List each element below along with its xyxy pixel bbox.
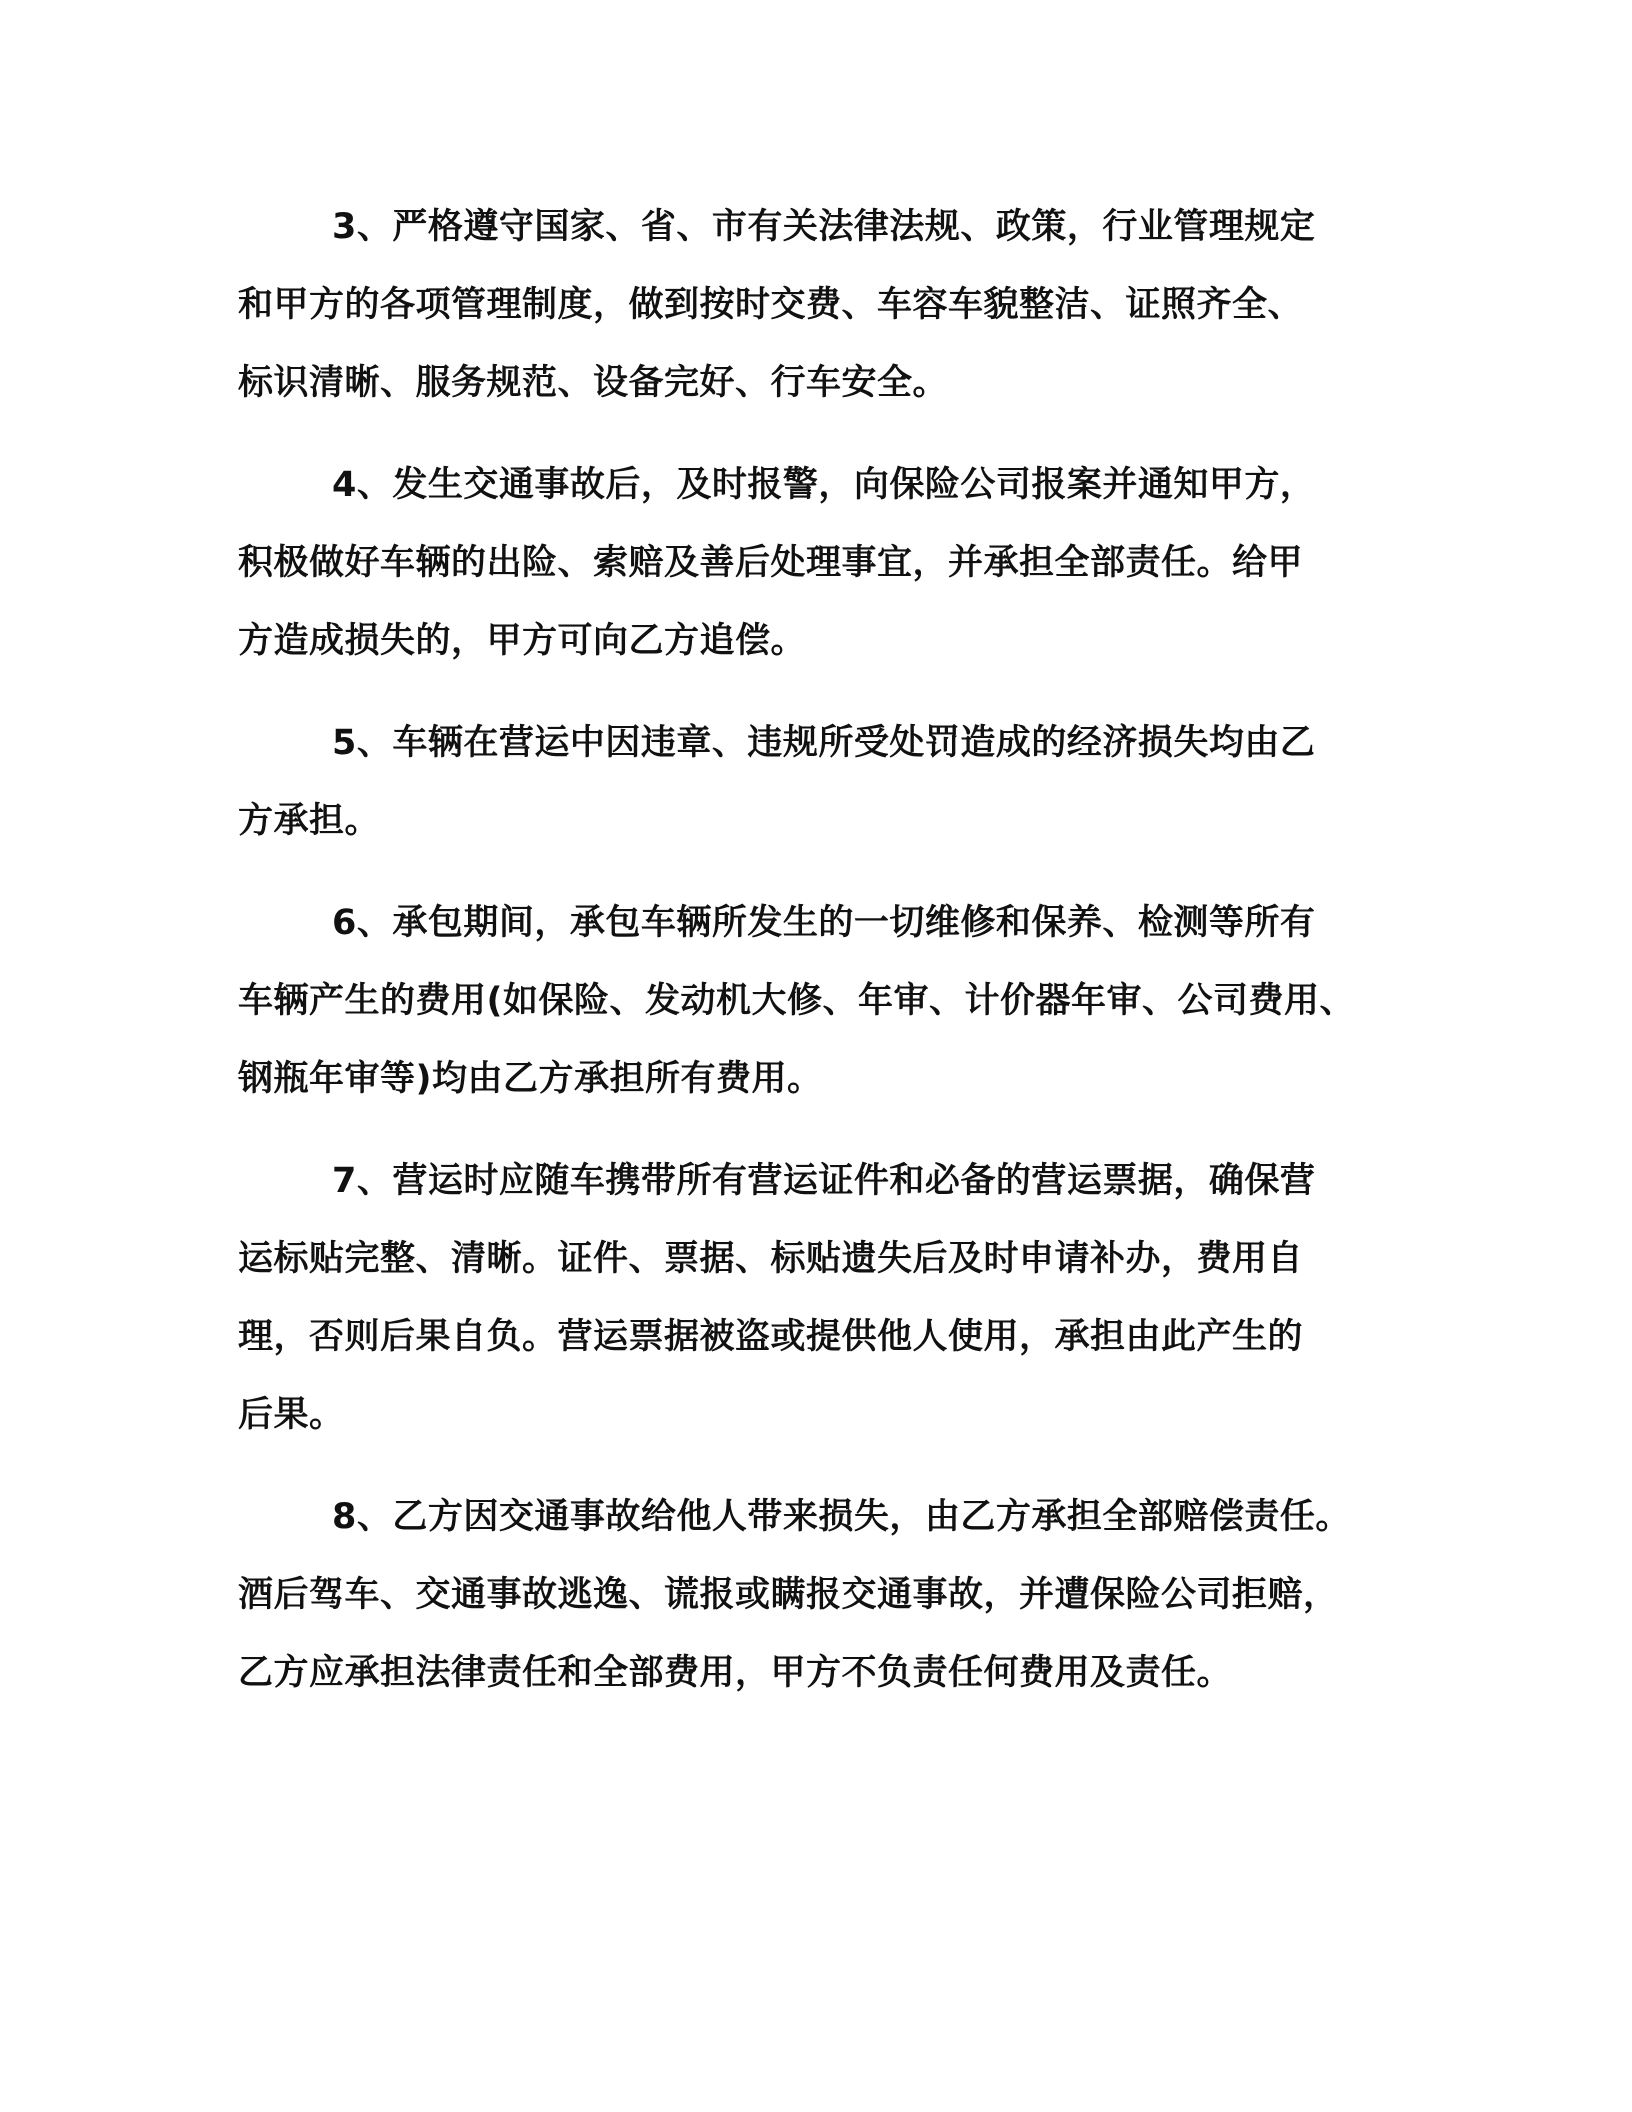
clause-6-line-2: 车辆产生的费用(如保险、发动机大修、年审、计价器年审、公司费用、	[238, 981, 1355, 1021]
clause-3	[238, 188, 1398, 422]
clause-8-line-1: 8、乙方因交通事故给他人带来损失，由乙方承担全部赔偿责任。	[332, 1497, 1351, 1537]
clause-6-line-3: 钢瓶年审等)均由乙方承担所有费用。	[238, 1059, 823, 1099]
clause-3-line-2: 和甲方的各项管理制度，做到按时交费、车容车貌整洁、证照齐全、	[238, 285, 1304, 325]
clause-5-line-2: 方承担。	[238, 801, 381, 841]
clause-4-line-1: 4、发生交通事故后，及时报警，向保险公司报案并通知甲方，	[332, 465, 1316, 505]
clause-5-line-1: 5、车辆在营运中因违章、违规所受处罚造成的经济损失均由乙	[332, 723, 1316, 763]
clause-7-line-3: 理，否则后果自负。营运票据被盗或提供他人使用，承担由此产生的	[238, 1317, 1304, 1357]
clause-8-line-2: 酒后驾车、交通事故逃逸、谎报或瞒报交通事故，并遭保险公司拒赔，	[238, 1575, 1339, 1615]
clause-6-line-1: 6、承包期间，承包车辆所发生的一切维修和保养、检测等所有	[332, 903, 1316, 943]
clause-5	[238, 704, 1398, 860]
clause-7-line-1: 7、营运时应随车携带所有营运证件和必备的营运票据，确保营	[332, 1161, 1316, 1201]
clause-3-line-3: 标识清晰、服务规范、设备完好、行车安全。	[238, 363, 949, 403]
clause-4-line-2: 积极做好车辆的出险、索赔及善后处理事宜，并承担全部责任。给甲	[238, 543, 1304, 583]
clause-4-line-3: 方造成损失的，甲方可向乙方追偿。	[238, 621, 807, 661]
clause-3-line-1: 3、严格遵守国家、省、市有关法律法规、政策，行业管理规定	[332, 207, 1316, 247]
clause-7-line-4: 后果。	[238, 1395, 345, 1435]
clause-8-line-3: 乙方应承担法律责任和全部费用，甲方不负责任何费用及责任。	[238, 1653, 1233, 1693]
document-body	[238, 188, 1398, 1736]
clause-8	[238, 1478, 1398, 1712]
clause-7	[238, 1142, 1398, 1454]
clause-6	[238, 884, 1398, 1118]
clause-4	[238, 446, 1398, 680]
clause-7-line-2: 运标贴完整、清晰。证件、票据、标贴遗失后及时申请补办，费用自	[238, 1239, 1304, 1279]
